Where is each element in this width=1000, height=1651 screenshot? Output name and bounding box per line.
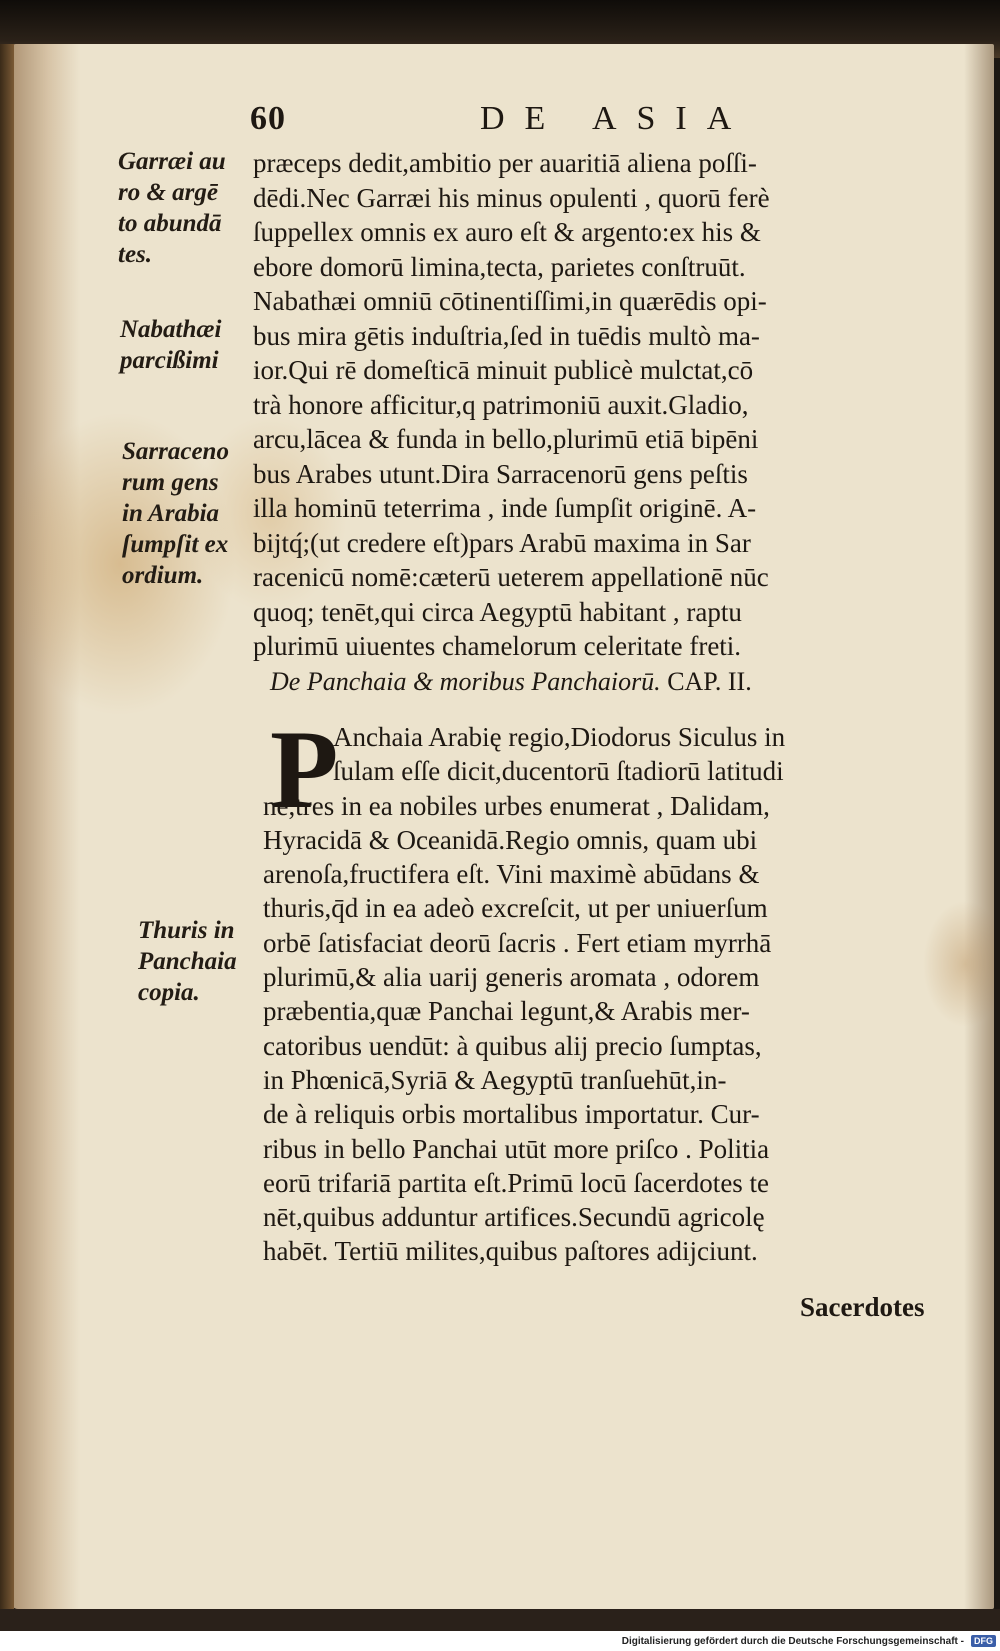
dfg-logo-icon: DFG xyxy=(971,1635,996,1647)
text-line: præbentia,quæ Panchai legunt,& Arabis mer- xyxy=(263,996,750,1027)
catchword: Sacerdotes xyxy=(800,1292,925,1322)
text-line: dēdi.Nec Garræi his minus opulenti , quorū ferè xyxy=(253,182,770,213)
text-line: plurimū,& alia uarij generis aromata , odorem xyxy=(263,962,760,993)
text-line: plurimū uiuentes chamelorum celeritate freti. xyxy=(253,631,742,661)
text-line: Nabathæi omniū cōtinentiſſimi,in quærēdis opi- xyxy=(253,286,767,316)
text-line: quoq; tenēt,qui circa Aegyptū habitant , raptu xyxy=(253,596,742,627)
text-line: ſuppellex omnis ex auro eſt & argento:ex his & xyxy=(253,217,761,247)
body-text-section-2 xyxy=(263,708,953,1269)
marginal-note-garraei xyxy=(118,146,226,270)
text-line: illa hominū teterrima , inde ſumpſit originē. A- xyxy=(253,493,757,523)
text-line: arenoſa,fructifera eſt. Vini maximè abūdans & xyxy=(263,859,760,890)
marginal-line: rum gens xyxy=(122,469,219,496)
chapter-title: De Panchaia & moribus Panchaiorū. xyxy=(270,667,661,696)
text-line: ior.Qui rē domeſticā minuit publicè mulctat,cō xyxy=(253,355,754,385)
marginal-note-sarraceni xyxy=(122,436,229,591)
running-head: DE ASIA xyxy=(480,100,752,137)
drop-cap: P xyxy=(270,708,339,832)
text-line: de à reliquis orbis mortalibus importatur. Cur- xyxy=(263,1099,760,1130)
marginal-line: copia. xyxy=(138,979,200,1006)
text-line: habēt. Tertiū milites,quibus paſtores adijciunt. xyxy=(263,1236,758,1267)
marginal-line: ſumpſit ex xyxy=(122,531,229,558)
text-line: ebore domorū limina,tecta, parietes conſtruūt. xyxy=(253,251,746,282)
text-line: Anchaia Arabię regio,Diodorus Siculus in xyxy=(333,722,786,752)
page-number: 60 xyxy=(250,100,286,137)
text-line: nēt,quibus adduntur artifices.Secundū agricolę xyxy=(263,1202,765,1233)
text-line: catoribus uendūt: à quibus alij precio ſumptas, xyxy=(263,1030,762,1061)
text-line: in Phœnicā,Syriā & Aegyptū tranſuehūt,in- xyxy=(263,1064,727,1095)
text-line: eorū trifariā partita eſt.Primū locū ſacerdotes te xyxy=(263,1167,770,1198)
text-line: bijtq́;(ut credere eſt)pars Arabū maxima in Sar xyxy=(253,527,751,558)
marginal-note-thuris xyxy=(138,915,237,1008)
marginal-line: to abundā xyxy=(118,210,222,237)
text-line: arcu,lācea & funda in bello,plurimū etiā bipēni xyxy=(253,424,759,454)
marginal-line: Thuris in xyxy=(138,917,235,944)
marginal-line: parcißimi xyxy=(120,347,219,374)
marginal-line: ro & argē xyxy=(118,179,218,206)
text-line: præceps dedit,ambitio per auaritiā aliena poſſi- xyxy=(253,148,757,178)
marginal-line: in Arabia xyxy=(122,500,220,527)
chapter-heading xyxy=(270,667,752,697)
chapter-label: CAP. II. xyxy=(667,667,752,696)
marginal-note-nabathaei xyxy=(120,314,221,376)
text-line: thuris,q̄d in ea adeò excreſcit, ut per uniuerſum xyxy=(263,893,768,924)
text-line: racenicū nomē:cæterū ueterem appellationē nūc xyxy=(253,562,769,592)
marginal-line: ordium. xyxy=(122,562,204,589)
marginal-line: Panchaia xyxy=(138,948,237,975)
text-line: bus Arabes utunt.Dira Sarracenorū gens peſtis xyxy=(253,458,748,489)
marginal-line: Nabathæi xyxy=(120,316,222,343)
text-line: ribus in bello Panchai utūt more priſco . Politia xyxy=(263,1133,770,1164)
marginal-line: Garræi au xyxy=(118,148,226,175)
text-line: ſulam eſſe dicit,ducentorū ſtadiorū latitudi xyxy=(333,756,784,787)
text-line: orbē ſatisfaciat deorū ſacris . Fert etiam myrrhā xyxy=(263,927,772,958)
text-line: Hyracidā & Oceanidā.Regio omnis, quam ubi xyxy=(263,824,758,855)
marginal-line: Sarraceno xyxy=(122,438,229,465)
text-line: trà honore afficitur,q patrimoniū auxit.Gladio, xyxy=(253,389,749,420)
text-line: ne,tres in ea nobiles urbes enumerat , Dalidam, xyxy=(263,790,770,821)
text-line: bus mira gētis induſtria,ſed in tuēdis multò ma- xyxy=(253,320,760,351)
body-text-section-1 xyxy=(253,146,943,664)
funding-credit: Digitalisierung gefördert durch die Deutsche Forschungsgemeinschaft - xyxy=(621,1635,964,1647)
marginal-line: tes. xyxy=(118,241,153,268)
page-gutter xyxy=(0,44,14,1609)
digitization-footer xyxy=(0,1631,1000,1651)
